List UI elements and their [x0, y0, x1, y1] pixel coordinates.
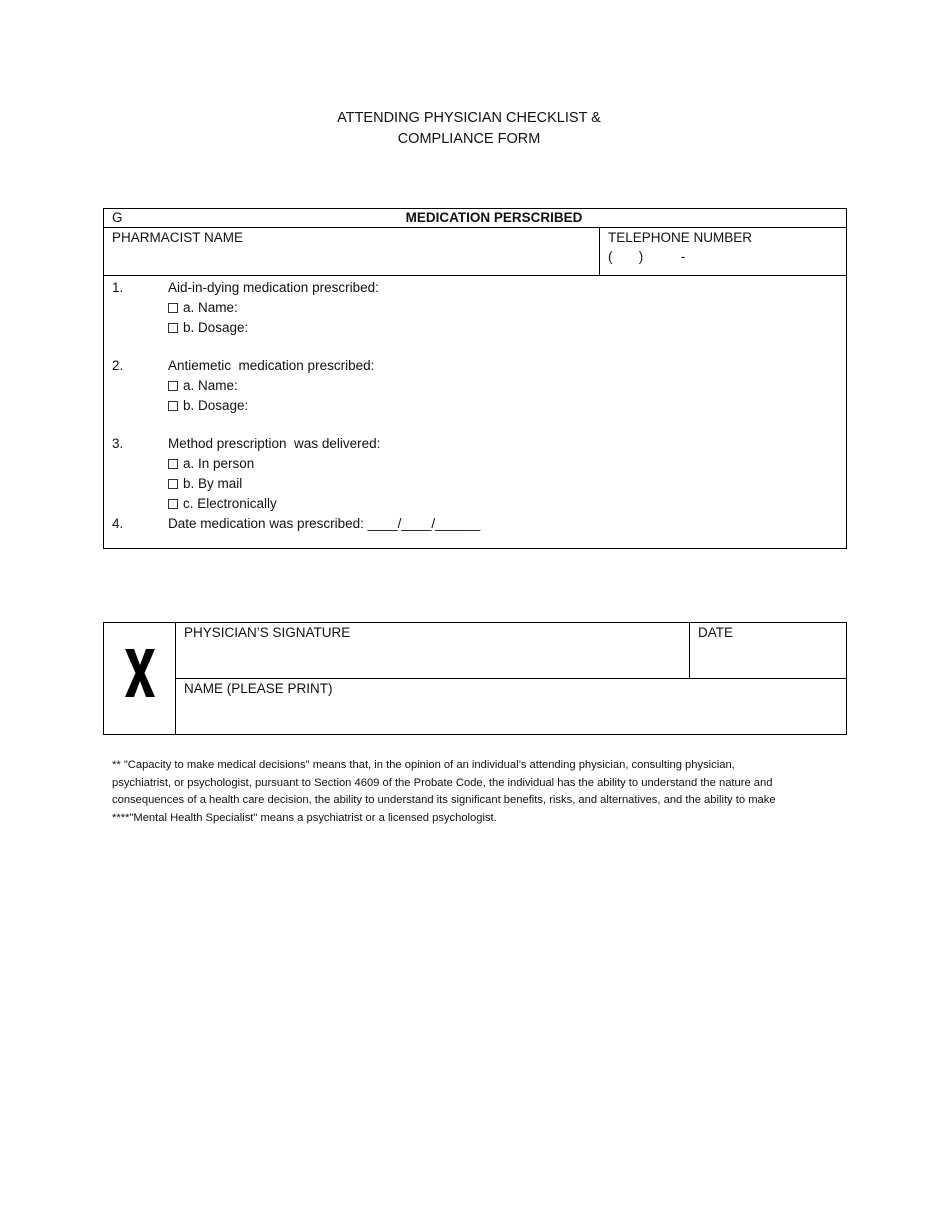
physician-signature-label: PHYSICIAN’S SIGNATURE	[184, 625, 351, 640]
checkbox-option[interactable]	[168, 396, 248, 416]
item-label: Aid-in-dying medication prescribed:	[168, 280, 379, 295]
option-label: c. Electronically	[183, 496, 277, 511]
item-number: 3.	[112, 436, 124, 451]
checkbox-icon[interactable]	[168, 323, 178, 333]
printed-name-field[interactable]	[176, 679, 846, 734]
checkbox-option[interactable]	[168, 474, 242, 494]
checkbox-option[interactable]	[168, 454, 254, 474]
item-number: 4.	[112, 516, 124, 531]
checkbox-option[interactable]	[168, 494, 277, 514]
signature-table	[103, 622, 847, 735]
checkbox-option[interactable]	[168, 298, 238, 318]
telephone-number-label: TELEPHONE NUMBER	[608, 230, 753, 245]
option-label: a. Name:	[183, 300, 238, 315]
physician-signature-field[interactable]	[176, 623, 690, 679]
printed-name-label: NAME (PLEASE PRINT)	[184, 681, 333, 696]
medication-table	[103, 208, 847, 549]
checkbox-icon[interactable]	[168, 499, 178, 509]
pharmacist-row	[104, 228, 846, 276]
item-label: Method prescription was delivered:	[168, 436, 381, 451]
footnote-line: psychiatrist, or psychologist, pursuant to Section 4609 of the Probate Code, the individual has the ability to understand the nature and	[112, 776, 773, 789]
telephone-number-field[interactable]	[600, 228, 847, 275]
form-title-line-2: COMPLIANCE FORM	[397, 131, 541, 147]
checkbox-icon[interactable]	[168, 401, 178, 411]
telephone-number-template: ( ) -	[608, 249, 686, 264]
footnote-line: consequences of a health care decision, the ability to understand its significant benefits, risks, and alternatives, and the ability to make	[112, 794, 776, 806]
option-label: a. In person	[183, 456, 255, 471]
checkbox-option[interactable]	[168, 318, 248, 338]
section-letter: G	[112, 210, 123, 225]
signature-date-field[interactable]	[690, 623, 846, 679]
medication-header-row	[104, 209, 846, 228]
checkbox-icon[interactable]	[168, 459, 178, 469]
item-label: Antiemetic medication prescribed:	[168, 358, 375, 373]
footnotes	[112, 757, 812, 827]
footnote-line: ****"Mental Health Specialist" means a psychiatrist or a licensed psychologist.	[112, 811, 497, 824]
option-label: b. Dosage:	[183, 398, 249, 413]
item-number: 2.	[112, 358, 124, 373]
form-title-line-1: ATTENDING PHYSICIAN CHECKLIST &	[337, 110, 601, 126]
x-mark-icon	[122, 645, 158, 701]
signature-date-label: DATE	[698, 625, 734, 640]
medication-heading: MEDICATION PERSCRIBED	[405, 210, 583, 225]
option-label: a. Name:	[183, 378, 238, 393]
option-label: b. Dosage:	[183, 320, 249, 335]
date-prescribed-field[interactable]: Date medication was prescribed: ____/____/______	[168, 516, 481, 531]
form-title	[0, 108, 938, 150]
footnote-line: ** "Capacity to make medical decisions" means that, in the opinion of an individual’s attending physician, consulting physician,	[112, 759, 735, 771]
checkbox-icon[interactable]	[168, 479, 178, 489]
item-number: 1.	[112, 280, 124, 295]
option-label: b. By mail	[183, 476, 243, 491]
pharmacist-name-field[interactable]	[104, 228, 600, 275]
checkbox-icon[interactable]	[168, 381, 178, 391]
signature-mark-cell	[104, 623, 176, 734]
checkbox-icon[interactable]	[168, 303, 178, 313]
pharmacist-name-label: PHARMACIST NAME	[112, 230, 244, 245]
checkbox-option[interactable]	[168, 376, 238, 396]
